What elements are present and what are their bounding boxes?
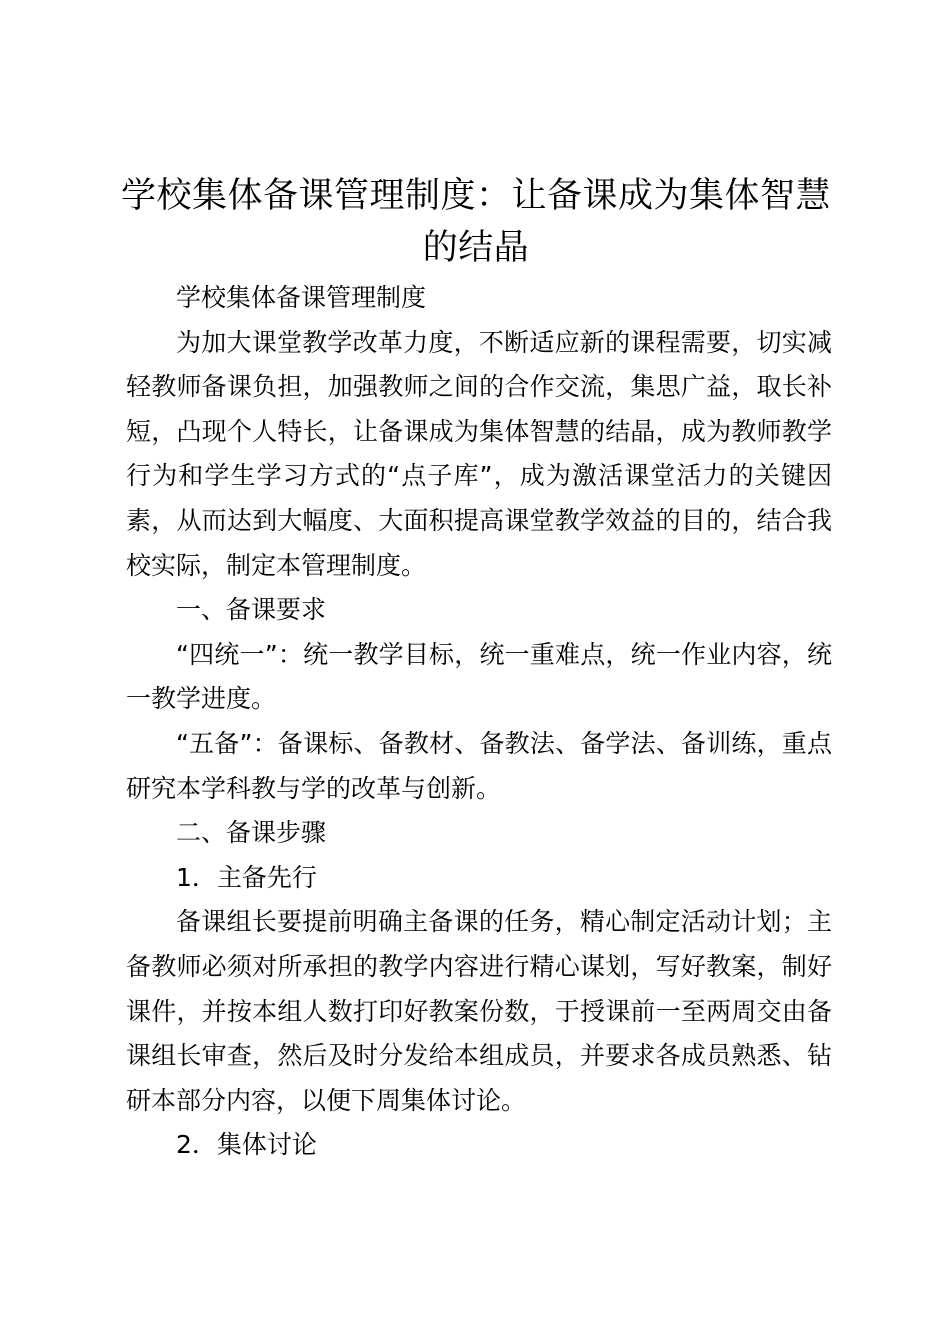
four-unified-paragraph: “四统一”：统一教学目标，统一重难点，统一作业内容，统一教学进度。 bbox=[126, 639, 832, 714]
step-1-paragraph: 备课组长要提前明确主备课的任务，精心制定活动计划；主备教师必须对所承担的教学内容进行精心谋划，写好教案，制好课件，并按本组人数打印好教案份数，于授课前一至两周交由备课组长审查，然后及时分发给本组成员，并要求各成员熟悉、钻研本部分内容，以便下周集体讨论。 bbox=[126, 907, 832, 1115]
intro-paragraph: 为加大课堂教学改革力度，不断适应新的课程需要，切实减轻教师备课负担，加强教师之间的合作交流，集思广益，取长补短，凸现个人特长，让备课成为集体智慧的结晶，成为教师教学行为和学生学习方式的“点子库”，成为激活课堂活力的关键因素，从而达到大幅度、大面积提高课堂教学效益的目的，结合我校实际，制定本管理制度。 bbox=[126, 327, 832, 580]
subtitle-paragraph: 学校集体备课管理制度 bbox=[176, 283, 427, 312]
document-body bbox=[126, 276, 832, 1168]
step-1-heading: 1．主备先行 bbox=[176, 862, 317, 892]
document-title: 学校集体备课管理制度：让备课成为集体智慧的结晶 bbox=[120, 176, 831, 268]
section-heading-requirements: 一、备课要求 bbox=[176, 595, 327, 625]
section-heading-steps: 二、备课步骤 bbox=[176, 818, 327, 848]
five-prep-paragraph: “五备”：备课标、备教材、备教法、备学法、备训练，重点研究本学科教与学的改革与创新。 bbox=[126, 728, 832, 803]
step-2-heading: 2．集体讨论 bbox=[176, 1130, 317, 1160]
